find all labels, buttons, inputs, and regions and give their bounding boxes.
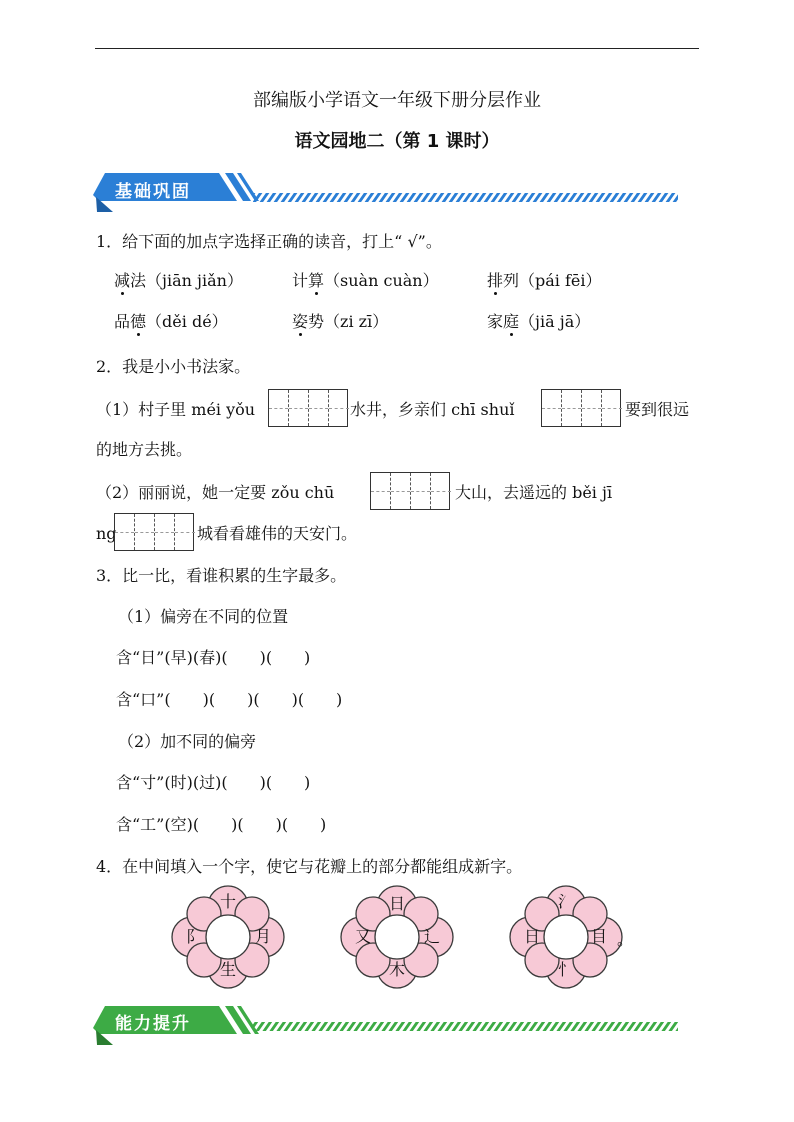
q3-sub2: （2）加不同的偏旁 [118,732,257,751]
writing-grid-3[interactable] [370,472,450,510]
section-banner-ability [93,1003,678,1045]
section-title-basic: 基础巩固 [115,182,191,202]
q2-s1-text-b: 水井，乡亲们 chī shuǐ [350,400,515,419]
flower-1-top: 十 [219,892,236,911]
q1-prompt: 1．给下面的加点字选择正确的读音，打上“ √”。 [96,232,442,251]
flower-2 [339,884,455,990]
q1-item-1-post: 法（jiān jiǎn） [130,271,243,290]
q1-item-2 [292,270,439,292]
flower-1-right: 月 [254,927,271,946]
q1-item-3-dotted: 排 [487,271,504,290]
writing-grid-4[interactable] [114,513,194,551]
flower-3-top: 氵 [557,892,574,911]
q2-s1-text-a: （1）村子里 méi yǒu [96,400,256,419]
flower-3-left: 日 [523,927,540,946]
q4-prompt: 4．在中间填入一个字，使它与花瓣上的部分都能组成新字。 [96,857,523,876]
q2-s1-text-c: 要到很远 [625,400,690,419]
q2-s1-text-d: 的地方去挑。 [96,440,193,459]
q1-item-4 [114,311,228,333]
flower-1 [170,884,286,990]
q1-item-6-post: （jiā jā） [519,312,591,331]
q3-line-kou[interactable]: 含“口”( )( )( )( ) [116,690,343,709]
q1-item-4-pre: 品 [114,312,131,331]
q1-item-1 [114,270,243,292]
q1-item-2-pre: 计 [292,271,309,290]
q1-item-4-dotted: 德 [130,312,147,331]
q1-item-2-post: （suàn cuàn） [324,271,439,290]
q1-item-1-dotted: 减 [114,271,131,290]
flower-3-bottom: 忄 [557,960,574,979]
top-rule [95,48,699,49]
q1-item-3 [487,270,602,292]
flower-1-center-blank[interactable] [208,917,248,957]
flower-2-center-blank[interactable] [377,917,417,957]
q3-line-cun[interactable]: 含“寸”(时)(过)( )( ) [116,773,311,792]
q2-s2-text-d: 城看看雄伟的天安门。 [197,524,358,543]
q1-item-6-pre: 家 [487,312,504,331]
lesson-title: 语文园地二（第 1 课时） [294,131,500,152]
q2-s2-text-a: （2）丽丽说，她一定要 zǒu chū [96,483,335,502]
flower-2-bottom: 木 [388,960,405,979]
document-title: 部编版小学语文一年级下册分层作业 [253,90,541,111]
flower-2-top: 日 [388,894,405,913]
flower-1-left: 阝 [185,927,202,946]
writing-grid-2[interactable] [541,389,621,427]
q1-item-6 [487,311,590,333]
q3-line-ri[interactable]: 含“日”(早)(春)( )( ) [116,648,311,667]
q2-prompt: 2．我是小小书法家。 [96,357,251,376]
q2-s2-text-b: 大山，去遥远的 běi jī [455,483,613,502]
q1-item-5-dotted: 姿 [292,312,309,331]
writing-grid-1[interactable] [268,389,348,427]
section-banner-basic [93,170,678,212]
q4-trailing-period: 。 [617,930,634,949]
flower-1-bottom: 生 [219,960,236,979]
flower-3-right: 目 [590,927,607,946]
q1-item-5 [292,311,388,333]
q3-line-gong[interactable]: 含“工”(空)( )( )( ) [116,815,327,834]
q1-item-5-post: 势（zi zī） [308,312,389,331]
q1-item-6-dotted: 庭 [503,312,520,331]
flower-3-center-blank[interactable] [546,917,586,957]
flower-3 [508,884,624,990]
flower-2-left: 又 [354,927,371,946]
q1-item-3-post: 列（pái fēi） [503,271,602,290]
q1-item-4-post: （děi dé） [146,312,228,331]
q1-item-2-dotted: 算 [308,271,325,290]
q3-sub1: （1）偏旁在不同的位置 [118,607,289,626]
q2-s2-text-c: ng [96,524,117,543]
section-title-ability: 能力提升 [115,1014,191,1034]
flower-2-right: 辶 [423,927,440,946]
q3-prompt: 3．比一比，看谁积累的生字最多。 [96,566,347,585]
